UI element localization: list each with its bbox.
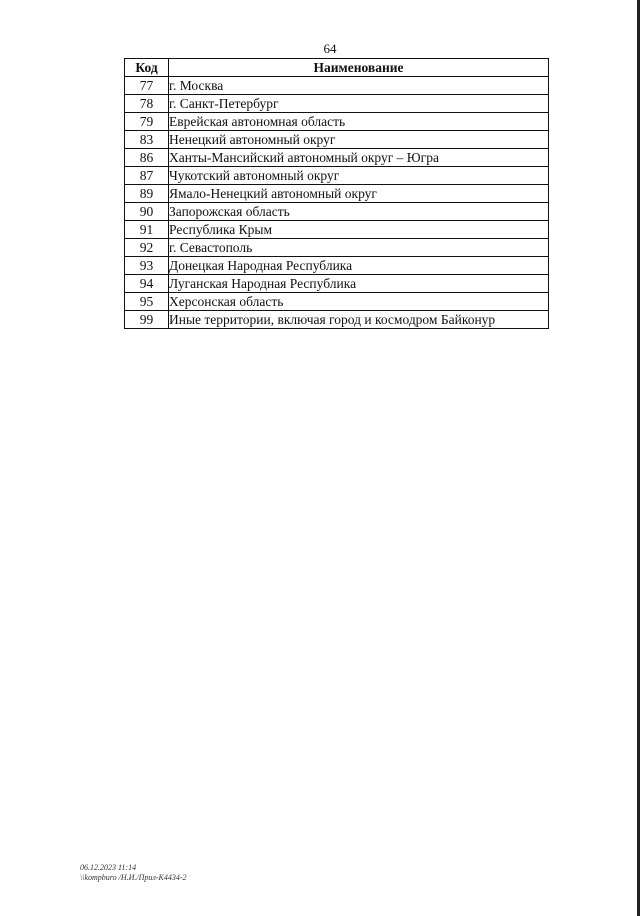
table-row: [125, 149, 549, 167]
header-code: Код: [125, 59, 169, 77]
row-name: г. Москва: [169, 77, 549, 95]
row-code: 91: [125, 221, 169, 239]
row-name: Ямало-Ненецкий автономный округ: [169, 185, 549, 203]
table-row: [125, 221, 549, 239]
row-code: 99: [125, 311, 169, 329]
row-code: 95: [125, 293, 169, 311]
table-row: [125, 113, 549, 131]
row-name: Иные территории, включая город и космодром Байконур: [169, 311, 549, 329]
table-row: [125, 239, 549, 257]
table-row: [125, 311, 549, 329]
row-code: 78: [125, 95, 169, 113]
row-name: Запорожская область: [169, 203, 549, 221]
region-codes-table: [124, 58, 549, 329]
row-name: Ненецкий автономный округ: [169, 131, 549, 149]
table-row: [125, 185, 549, 203]
row-code: 94: [125, 275, 169, 293]
row-name: г. Севастополь: [169, 239, 549, 257]
page-number: 64: [323, 41, 337, 56]
row-name: Луганская Народная Республика: [169, 275, 549, 293]
table-row: [125, 77, 549, 95]
row-code: 86: [125, 149, 169, 167]
row-code: 92: [125, 239, 169, 257]
row-name: Еврейская автономная область: [169, 113, 549, 131]
footer-timestamp: 06.12.2023 11:14: [80, 863, 137, 872]
document-footer: [80, 863, 187, 883]
row-name: Чукотский автономный округ: [169, 167, 549, 185]
table-row: [125, 131, 549, 149]
row-name: Республика Крым: [169, 221, 549, 239]
table-row: [125, 275, 549, 293]
table-row: [125, 257, 549, 275]
row-code: 89: [125, 185, 169, 203]
row-name: Ханты-Мансийский автономный округ – Югра: [169, 149, 549, 167]
footer-file-path: \\kompburo /Н.И./Прил-К4434-2: [80, 873, 187, 882]
row-code: 79: [125, 113, 169, 131]
table-header-row: [125, 59, 549, 77]
row-name: Донецкая Народная Республика: [169, 257, 549, 275]
row-name: Херсонская область: [169, 293, 549, 311]
row-code: 90: [125, 203, 169, 221]
row-code: 93: [125, 257, 169, 275]
table-row: [125, 167, 549, 185]
header-name: Наименование: [169, 59, 549, 77]
row-code: 83: [125, 131, 169, 149]
row-code: 77: [125, 77, 169, 95]
table-row: [125, 293, 549, 311]
row-name: г. Санкт-Петербург: [169, 95, 549, 113]
table-row: [125, 203, 549, 221]
table-row: [125, 95, 549, 113]
row-code: 87: [125, 167, 169, 185]
